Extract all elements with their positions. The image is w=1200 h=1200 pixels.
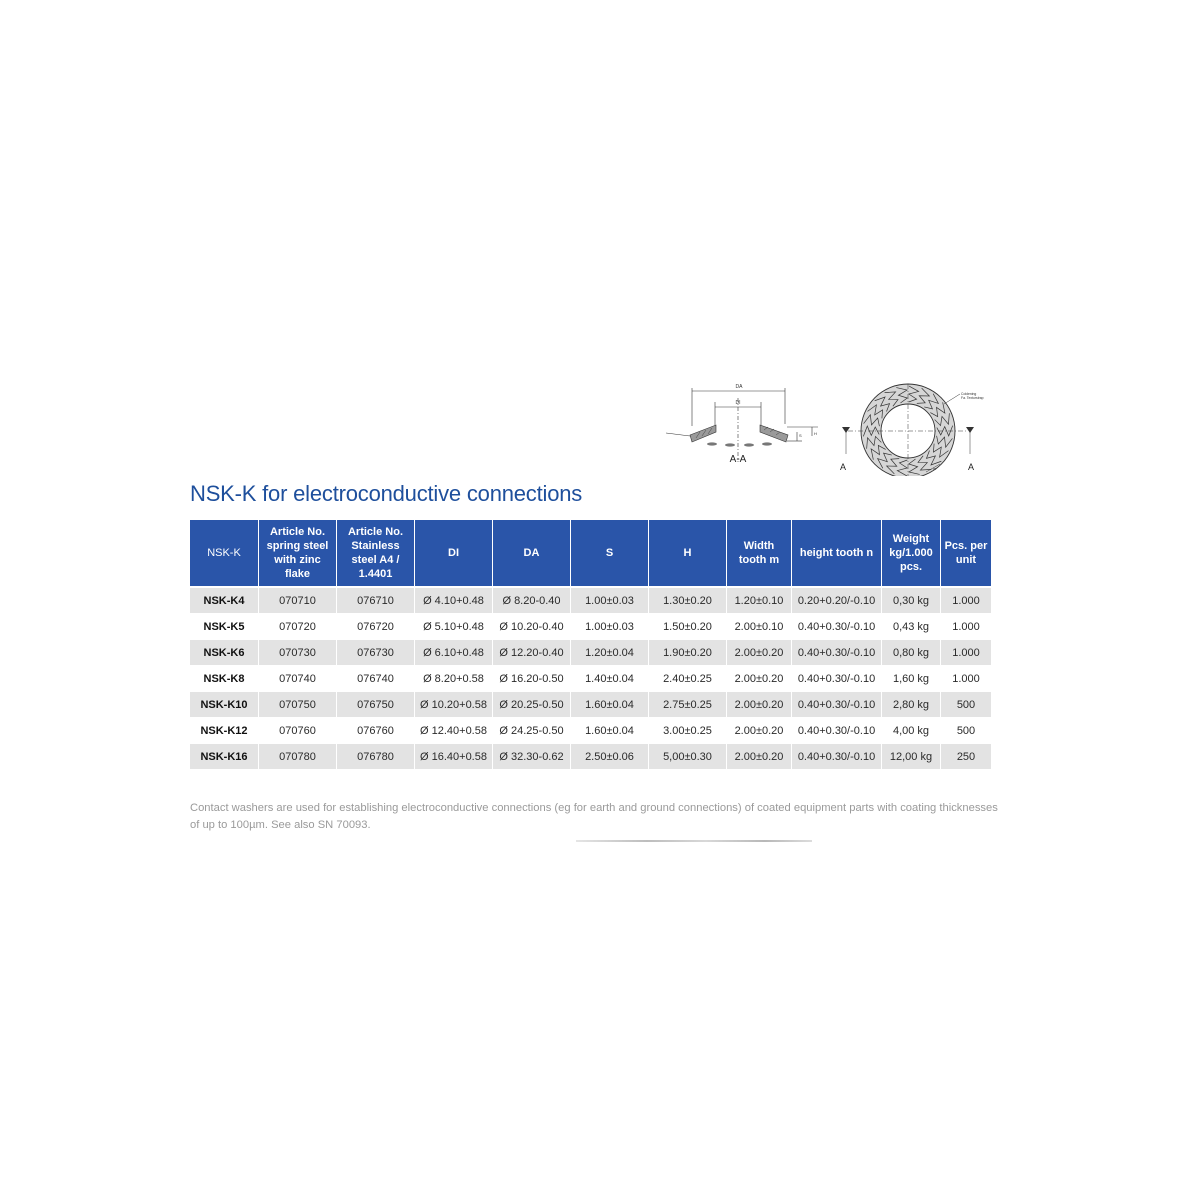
cell-article-spring-steel: 070730 xyxy=(259,640,336,666)
col-header-pcs-per-unit: Pcs. per unit xyxy=(941,519,991,588)
cell-pcs-per-unit: 1.000 xyxy=(941,614,991,640)
cell-da: Ø 24.25-0.50 xyxy=(493,718,570,744)
cell-s: 1.20±0.04 xyxy=(571,640,648,666)
cell-article-stainless: 076720 xyxy=(337,614,414,640)
cell-h: 2.75±0.25 xyxy=(649,692,726,718)
table-row xyxy=(190,744,991,770)
cell-width-tooth: 2.00±0.20 xyxy=(727,744,791,770)
cell-s: 2.50±0.06 xyxy=(571,744,648,770)
cell-da: Ø 8.20-0.40 xyxy=(493,588,570,614)
cell-height-tooth: 0.40+0.30/-0.10 xyxy=(792,718,881,744)
cell-da: Ø 10.20-0.40 xyxy=(493,614,570,640)
cell-s: 1.60±0.04 xyxy=(571,692,648,718)
table-row xyxy=(190,666,991,692)
cell-di: Ø 8.20+0.58 xyxy=(415,666,492,692)
cell-height-tooth: 0.40+0.30/-0.10 xyxy=(792,640,881,666)
cell-di: Ø 16.40+0.58 xyxy=(415,744,492,770)
view-marker-left: A xyxy=(840,462,847,472)
divider xyxy=(576,840,812,842)
drawing-note-line1: Coldening xyxy=(961,392,977,396)
cell-article-stainless: 076760 xyxy=(337,718,414,744)
cell-di: Ø 4.10+0.48 xyxy=(415,588,492,614)
cell-height-tooth: 0.40+0.30/-0.10 xyxy=(792,614,881,640)
col-header-width-tooth: Width tooth m xyxy=(727,519,791,588)
cell-weight: 2,80 kg xyxy=(882,692,940,718)
col-header-nsk-k: NSK-K xyxy=(190,519,258,588)
table-row xyxy=(190,614,991,640)
cell-weight: 1,60 kg xyxy=(882,666,940,692)
cell-di: Ø 12.40+0.58 xyxy=(415,718,492,744)
cell-product-code: NSK-K6 xyxy=(190,640,258,666)
cell-article-stainless: 076750 xyxy=(337,692,414,718)
col-header-weight: Weight kg/1.000 pcs. xyxy=(882,519,940,588)
cell-article-stainless: 076740 xyxy=(337,666,414,692)
cell-width-tooth: 2.00±0.20 xyxy=(727,718,791,744)
cell-s: 1.00±0.03 xyxy=(571,588,648,614)
col-header-di: DI xyxy=(415,519,492,588)
col-header-s: S xyxy=(571,519,648,588)
cell-h: 5,00±0.30 xyxy=(649,744,726,770)
table-row xyxy=(190,718,991,744)
cell-h: 3.00±0.25 xyxy=(649,718,726,744)
cell-da: Ø 20.25-0.50 xyxy=(493,692,570,718)
cell-h: 2.40±0.25 xyxy=(649,666,726,692)
cell-s: 1.40±0.04 xyxy=(571,666,648,692)
section-label: A-A xyxy=(729,454,747,465)
col-header-article-spring-steel: Article No. spring steel with zinc flake xyxy=(259,519,336,588)
description-note: Contact washers are used for establishing electroconductive connections (eg for earth and ground connections) of coated equipment parts with coating thicknesses of up to 100µm. See also SN 70093. xyxy=(190,802,998,831)
view-marker-right: A xyxy=(968,462,975,472)
cell-article-spring-steel: 070750 xyxy=(259,692,336,718)
cell-article-spring-steel: 070720 xyxy=(259,614,336,640)
cell-di: Ø 5.10+0.48 xyxy=(415,614,492,640)
washer-section-drawing xyxy=(660,380,820,472)
cell-article-spring-steel: 070780 xyxy=(259,744,336,770)
cell-article-spring-steel: 070760 xyxy=(259,718,336,744)
spec-table xyxy=(189,519,992,770)
cell-weight: 0,43 kg xyxy=(882,614,940,640)
cell-width-tooth: 2.00±0.20 xyxy=(727,640,791,666)
cell-article-stainless: 076780 xyxy=(337,744,414,770)
cell-pcs-per-unit: 500 xyxy=(941,692,991,718)
cell-h: 1.30±0.20 xyxy=(649,588,726,614)
dim-h-label: H xyxy=(814,431,817,436)
cell-article-spring-steel: 070710 xyxy=(259,588,336,614)
cell-pcs-per-unit: 1.000 xyxy=(941,640,991,666)
cell-da: Ø 32.30-0.62 xyxy=(493,744,570,770)
header-row xyxy=(190,519,991,588)
cell-s: 1.60±0.04 xyxy=(571,718,648,744)
cell-s: 1.00±0.03 xyxy=(571,614,648,640)
cell-height-tooth: 0.40+0.30/-0.10 xyxy=(792,692,881,718)
col-header-height-tooth: height tooth n xyxy=(792,519,881,588)
table-row xyxy=(190,692,991,718)
cell-weight: 12,00 kg xyxy=(882,744,940,770)
table-row xyxy=(190,640,991,666)
cell-height-tooth: 0.40+0.30/-0.10 xyxy=(792,666,881,692)
cell-height-tooth: 0.40+0.30/-0.10 xyxy=(792,744,881,770)
col-header-h: H xyxy=(649,519,726,588)
cell-product-code: NSK-K10 xyxy=(190,692,258,718)
cell-width-tooth: 1.20±0.10 xyxy=(727,588,791,614)
cell-product-code: NSK-K4 xyxy=(190,588,258,614)
cell-article-stainless: 076710 xyxy=(337,588,414,614)
cell-da: Ø 16.20-0.50 xyxy=(493,666,570,692)
dim-m-label: m xyxy=(933,466,937,471)
cell-article-spring-steel: 070740 xyxy=(259,666,336,692)
washer-face-drawing xyxy=(832,382,992,476)
cell-pcs-per-unit: 1.000 xyxy=(941,588,991,614)
cell-weight: 0,30 kg xyxy=(882,588,940,614)
cell-h: 1.50±0.20 xyxy=(649,614,726,640)
cell-h: 1.90±0.20 xyxy=(649,640,726,666)
cell-pcs-per-unit: 250 xyxy=(941,744,991,770)
cell-width-tooth: 2.00±0.20 xyxy=(727,692,791,718)
cell-di: Ø 6.10+0.48 xyxy=(415,640,492,666)
cell-width-tooth: 2.00±0.20 xyxy=(727,666,791,692)
cell-pcs-per-unit: 500 xyxy=(941,718,991,744)
table-row xyxy=(190,588,991,614)
dim-da-label: DA xyxy=(735,384,743,390)
cell-product-code: NSK-K8 xyxy=(190,666,258,692)
cell-weight: 4,00 kg xyxy=(882,718,940,744)
cell-article-stainless: 076730 xyxy=(337,640,414,666)
page-title: NSK-K for electroconductive connections xyxy=(190,481,583,506)
dim-di-label: DI xyxy=(735,400,741,406)
cell-width-tooth: 2.00±0.10 xyxy=(727,614,791,640)
cell-product-code: NSK-K16 xyxy=(190,744,258,770)
cell-product-code: NSK-K5 xyxy=(190,614,258,640)
drawing-note-line2: Fa. Texturstrap xyxy=(961,396,984,400)
dim-s-label: S xyxy=(799,433,802,438)
cell-weight: 0,80 kg xyxy=(882,640,940,666)
cell-product-code: NSK-K12 xyxy=(190,718,258,744)
cell-pcs-per-unit: 1.000 xyxy=(941,666,991,692)
cell-da: Ø 12.20-0.40 xyxy=(493,640,570,666)
col-header-article-stainless: Article No. Stainless steel A4 / 1.4401 xyxy=(337,519,414,588)
col-header-da: DA xyxy=(493,519,570,588)
cell-height-tooth: 0.20+0.20/-0.10 xyxy=(792,588,881,614)
cell-di: Ø 10.20+0.58 xyxy=(415,692,492,718)
